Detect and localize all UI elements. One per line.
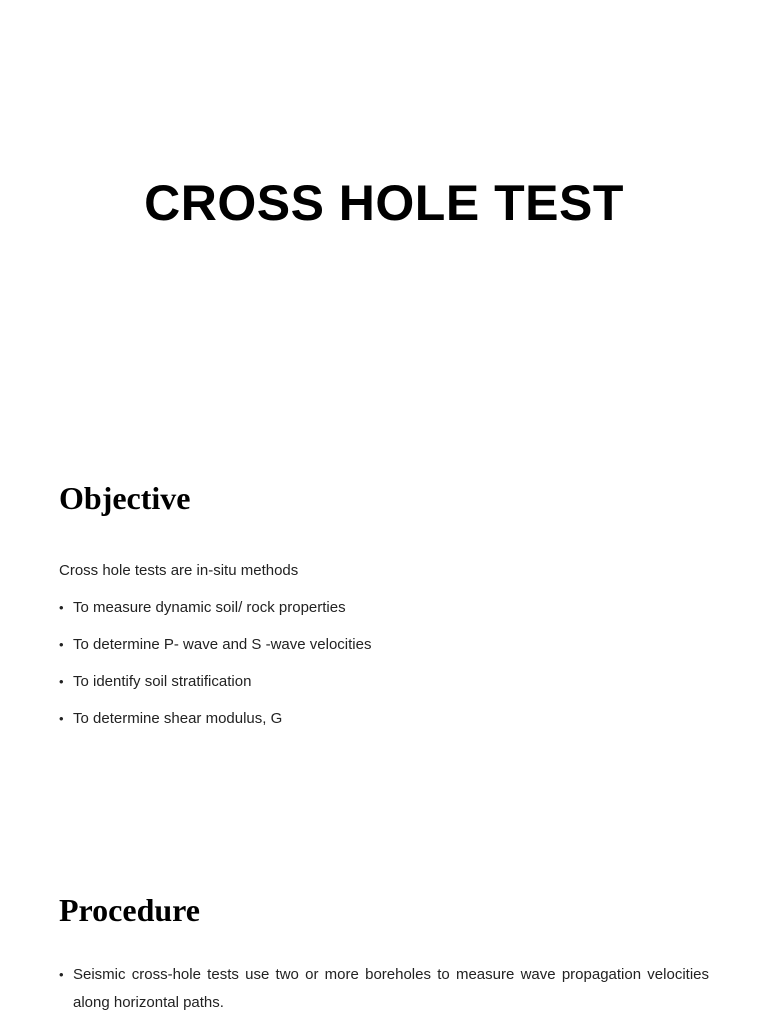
list-item [59,961,709,1017]
list-item [59,598,709,618]
list-item [59,635,709,655]
list-item-text: To measure dynamic soil/ rock properties [73,599,346,616]
bullet-icon: • [59,600,64,615]
objective-section [59,478,709,727]
list-item-text: Seismic cross-hole tests use two or more boreholes to measure wave propagation velocities along horizontal paths. [73,966,709,1011]
list-item [59,709,709,729]
list-item-text: To determine P- wave and S -wave velocities [73,636,372,653]
bullet-icon: • [59,674,64,689]
procedure-section [59,890,709,1011]
procedure-heading: Procedure [59,892,200,928]
list-item-text: To identify soil stratification [73,673,252,690]
objective-heading: Objective [59,480,191,516]
bullet-icon: • [59,967,64,982]
bullet-icon: • [59,711,64,726]
page-title: CROSS HOLE TEST [144,175,624,231]
objective-list [59,598,709,746]
list-item-text: To determine shear modulus, G [73,710,283,727]
procedure-list [59,961,709,1017]
list-item [59,672,709,692]
objective-intro: Cross hole tests are in-situ methods [59,562,299,579]
bullet-icon: • [59,637,64,652]
